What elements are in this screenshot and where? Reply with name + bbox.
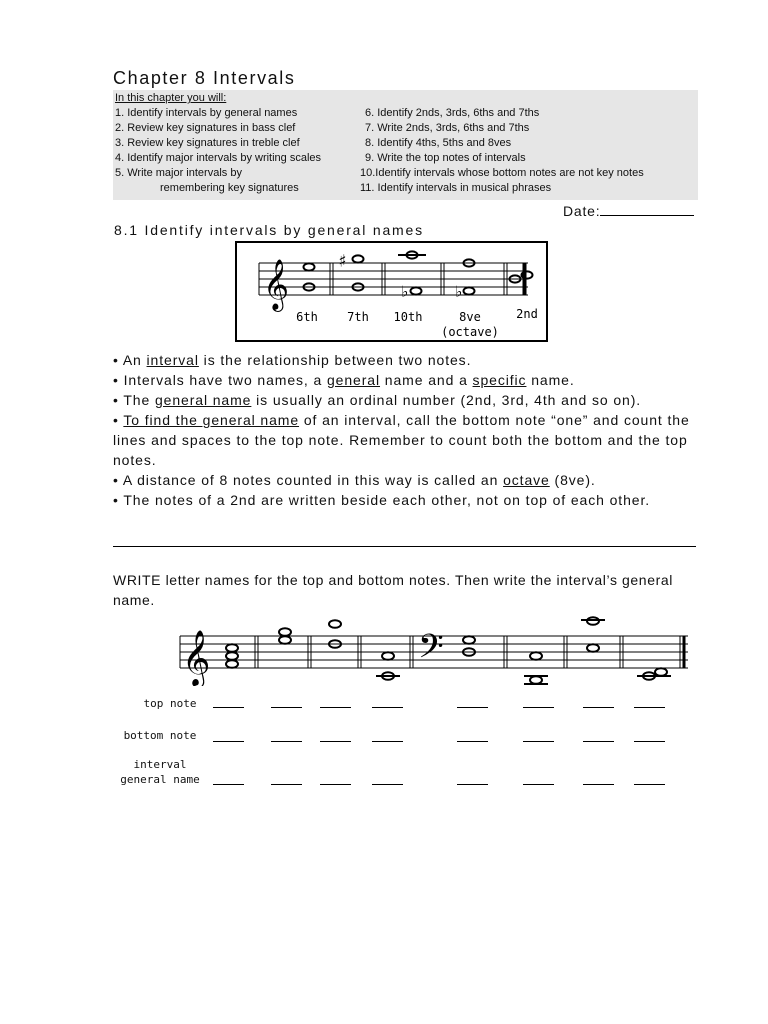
- objective-item: 6. Identify 2nds, 3rds, 6ths and 7ths: [365, 107, 540, 119]
- answer-blank[interactable]: [523, 784, 554, 785]
- answer-blank[interactable]: [213, 741, 244, 742]
- answer-blank[interactable]: [372, 741, 403, 742]
- answer-blank[interactable]: [583, 741, 614, 742]
- sharp-icon: ♯: [337, 251, 348, 272]
- objective-item: 9. Write the top notes of intervals: [365, 152, 526, 164]
- answer-blank[interactable]: [320, 741, 351, 742]
- treble-clef-icon: 𝄞: [182, 630, 211, 686]
- answer-blank[interactable]: [634, 707, 665, 708]
- interval-label: 10th: [393, 310, 423, 324]
- section-heading: 8.1 Identify intervals by general names: [114, 222, 424, 238]
- answer-blank[interactable]: [457, 784, 488, 785]
- objective-item: 7. Write 2nds, 3rds, 6ths and 7ths: [365, 122, 530, 134]
- answer-blank[interactable]: [271, 784, 302, 785]
- bullet-item: • A distance of 8 notes counted in this way is called an octave (8ve).: [113, 472, 596, 488]
- answer-blank[interactable]: [213, 707, 244, 708]
- interval-label: 7th: [347, 310, 369, 324]
- treble-clef-icon: 𝄞: [263, 259, 290, 310]
- objective-item: 1. Identify intervals by general names: [115, 107, 298, 119]
- flat-icon: ♭: [400, 282, 410, 301]
- objectives-intro: In this chapter you will:: [115, 92, 227, 104]
- answer-blank[interactable]: [271, 707, 302, 708]
- objective-item: 5. Write major intervals by: [115, 167, 242, 179]
- row-label-interval: interval: [133, 758, 187, 771]
- chapter-title: Chapter 8 Intervals: [113, 68, 296, 88]
- interval-label: (octave): [441, 325, 499, 339]
- explanation-bullets: [113, 350, 703, 510]
- date-blank[interactable]: [600, 202, 694, 216]
- section-divider: [113, 546, 696, 547]
- answer-blank[interactable]: [271, 741, 302, 742]
- row-label-general-name: general name: [120, 773, 200, 786]
- example-staff-box: [235, 241, 548, 342]
- answer-blank[interactable]: [634, 741, 665, 742]
- answer-blank[interactable]: [523, 707, 554, 708]
- bullet-item: • The general name is usually an ordinal number (2nd, 3rd, 4th and so on).: [113, 392, 642, 408]
- objective-item: 3. Review key signatures in treble clef: [115, 137, 300, 149]
- answer-blank[interactable]: [457, 707, 488, 708]
- answer-blank[interactable]: [583, 784, 614, 785]
- answer-blank[interactable]: [213, 784, 244, 785]
- answer-blank[interactable]: [372, 784, 403, 785]
- objective-item: 11. Identify intervals in musical phrases: [360, 182, 552, 194]
- interval-label: 6th: [296, 310, 318, 324]
- objective-item: 2. Review key signatures in bass clef: [115, 122, 296, 134]
- example-staff: [237, 243, 546, 340]
- objective-item: 8. Identify 4ths, 5ths and 8ves: [365, 137, 512, 149]
- bullet-item: • The notes of a 2nd are written beside each other, not on top of each other.: [113, 492, 651, 508]
- objective-item: 4. Identify major intervals by writing scales: [115, 152, 322, 164]
- answer-blank[interactable]: [457, 741, 488, 742]
- flat-icon: ♭: [454, 282, 464, 301]
- answer-blank[interactable]: [523, 741, 554, 742]
- objective-item: 10.Identify intervals whose bottom notes are not key notes: [360, 167, 644, 179]
- interval-label: 8ve: [459, 310, 481, 324]
- answer-blank[interactable]: [320, 707, 351, 708]
- date-field[interactable]: [563, 202, 694, 219]
- exercise-instruction: WRITE letter names for the top and bottom notes. Then write the interval’s general name.: [113, 572, 673, 608]
- answer-blank[interactable]: [634, 784, 665, 785]
- objective-item-continued: remembering key signatures: [160, 182, 299, 194]
- exercise-staff: [170, 606, 692, 686]
- bullet-item: • An interval is the relationship between two notes.: [113, 352, 472, 368]
- row-label-bottom-note: bottom note: [123, 729, 197, 742]
- bullet-item: • Intervals have two names, a general name and a specific name.: [113, 372, 575, 388]
- bullet-item: • To find the general name of an interval, call the bottom note “one” and count the lines and spaces to the top note. Remember to count both the bottom and the top notes.: [113, 412, 690, 468]
- answer-blank[interactable]: [583, 707, 614, 708]
- answer-blank[interactable]: [372, 707, 403, 708]
- bass-clef-icon: 𝄢: [418, 628, 444, 674]
- date-label: Date:: [563, 203, 601, 219]
- row-label-top-note: top note: [143, 697, 197, 710]
- interval-label: 2nd: [516, 307, 538, 321]
- answer-blank[interactable]: [320, 784, 351, 785]
